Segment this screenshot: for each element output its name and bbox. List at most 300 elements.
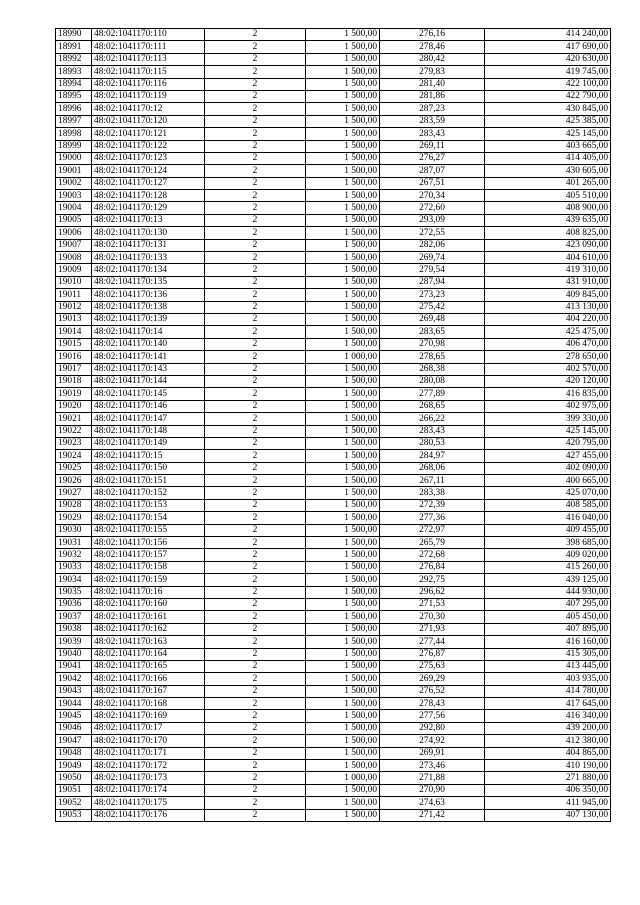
price-cell: 1 500,00 [306,735,380,747]
cadastral-number-cell: 48:02:1041170:133 [92,252,205,264]
table-row [56,685,611,697]
area-cell: 287,23 [380,103,485,115]
total-cell: 408 585,00 [485,499,611,511]
row-number-cell: 19018 [56,375,92,387]
table-row [56,574,611,586]
row-number-cell: 19005 [56,214,92,226]
total-cell: 431 910,00 [485,276,611,288]
table-row [56,363,611,375]
table-row [56,53,611,65]
price-cell: 1 500,00 [306,462,380,474]
cadastral-number-cell: 48:02:1041170:175 [92,797,205,809]
price-cell: 1 500,00 [306,623,380,635]
table-row [56,78,611,90]
quantity-cell: 2 [205,375,306,387]
quantity-cell: 2 [205,29,306,41]
area-cell: 293,09 [380,214,485,226]
table-row [56,276,611,288]
table-row [56,735,611,747]
quantity-cell: 2 [205,784,306,796]
area-cell: 277,56 [380,710,485,722]
area-cell: 272,39 [380,499,485,511]
price-cell: 1 500,00 [306,276,380,288]
cadastral-number-cell: 48:02:1041170:168 [92,698,205,710]
table-row [56,388,611,400]
area-cell: 266,22 [380,413,485,425]
price-cell: 1 500,00 [306,301,380,313]
area-cell: 272,55 [380,227,485,239]
quantity-cell: 2 [205,363,306,375]
row-number-cell: 19034 [56,574,92,586]
cadastral-number-cell: 48:02:1041170:170 [92,735,205,747]
price-cell: 1 500,00 [306,722,380,734]
area-cell: 269,74 [380,252,485,264]
price-cell: 1 500,00 [306,660,380,672]
table-row [56,611,611,623]
row-number-cell: 19051 [56,784,92,796]
row-number-cell: 19052 [56,797,92,809]
table-row [56,90,611,102]
quantity-cell: 2 [205,400,306,412]
cadastral-number-cell: 48:02:1041170:172 [92,760,205,772]
row-number-cell: 19025 [56,462,92,474]
table-row [56,66,611,78]
total-cell: 407 295,00 [485,598,611,610]
table-row [56,289,611,301]
row-number-cell: 18994 [56,78,92,90]
cadastral-number-cell: 48:02:1041170:17 [92,722,205,734]
table-row [56,561,611,573]
total-cell: 406 470,00 [485,338,611,350]
quantity-cell: 2 [205,152,306,164]
quantity-cell: 2 [205,115,306,127]
quantity-cell: 2 [205,128,306,140]
cadastral-number-cell: 48:02:1041170:154 [92,512,205,524]
table-row [56,140,611,152]
area-cell: 269,48 [380,313,485,325]
area-cell: 277,44 [380,636,485,648]
table-row [56,338,611,350]
area-cell: 270,90 [380,784,485,796]
total-cell: 407 130,00 [485,809,611,821]
quantity-cell: 2 [205,797,306,809]
price-cell: 1 500,00 [306,103,380,115]
cadastral-number-cell: 48:02:1041170:124 [92,165,205,177]
area-cell: 296,62 [380,586,485,598]
row-number-cell: 19032 [56,549,92,561]
price-cell: 1 500,00 [306,648,380,660]
cadastral-number-cell: 48:02:1041170:166 [92,673,205,685]
table-row [56,165,611,177]
total-cell: 402 090,00 [485,462,611,474]
cadastral-number-cell: 48:02:1041170:143 [92,363,205,375]
table-row [56,648,611,660]
cadastral-number-cell: 48:02:1041170:158 [92,561,205,573]
cadastral-number-cell: 48:02:1041170:127 [92,177,205,189]
cadastral-number-cell: 48:02:1041170:146 [92,400,205,412]
cadastral-number-cell: 48:02:1041170:138 [92,301,205,313]
price-cell: 1 500,00 [306,326,380,338]
price-cell: 1 500,00 [306,475,380,487]
cadastral-number-cell: 48:02:1041170:131 [92,239,205,251]
row-number-cell: 18999 [56,140,92,152]
area-cell: 270,30 [380,611,485,623]
row-number-cell: 19003 [56,190,92,202]
area-cell: 282,06 [380,239,485,251]
table-row [56,499,611,511]
row-number-cell: 19048 [56,747,92,759]
price-cell: 1 500,00 [306,673,380,685]
cadastral-number-cell: 48:02:1041170:176 [92,809,205,821]
table-row [56,636,611,648]
area-cell: 283,43 [380,128,485,140]
total-cell: 403 935,00 [485,673,611,685]
area-cell: 273,46 [380,760,485,772]
row-number-cell: 19015 [56,338,92,350]
price-cell: 1 500,00 [306,760,380,772]
quantity-cell: 2 [205,313,306,325]
quantity-cell: 2 [205,462,306,474]
cadastral-number-cell: 48:02:1041170:123 [92,152,205,164]
quantity-cell: 2 [205,252,306,264]
price-cell: 1 500,00 [306,128,380,140]
area-cell: 283,65 [380,326,485,338]
table-row [56,313,611,325]
total-cell: 404 865,00 [485,747,611,759]
row-number-cell: 19011 [56,289,92,301]
area-cell: 271,42 [380,809,485,821]
cadastral-number-cell: 48:02:1041170:167 [92,685,205,697]
total-cell: 399 330,00 [485,413,611,425]
quantity-cell: 2 [205,487,306,499]
table-row [56,227,611,239]
price-cell: 1 500,00 [306,797,380,809]
price-cell: 1 500,00 [306,400,380,412]
table-row [56,487,611,499]
quantity-cell: 2 [205,214,306,226]
price-cell: 1 500,00 [306,809,380,821]
area-cell: 268,65 [380,400,485,412]
total-cell: 271 880,00 [485,772,611,784]
total-cell: 420 795,00 [485,437,611,449]
price-cell: 1 500,00 [306,264,380,276]
row-number-cell: 18995 [56,90,92,102]
cadastral-number-cell: 48:02:1041170:14 [92,326,205,338]
total-cell: 413 445,00 [485,660,611,672]
area-cell: 278,65 [380,351,485,363]
row-number-cell: 19033 [56,561,92,573]
area-cell: 274,92 [380,735,485,747]
row-number-cell: 19022 [56,425,92,437]
area-cell: 271,53 [380,598,485,610]
quantity-cell: 2 [205,103,306,115]
cadastral-number-cell: 48:02:1041170:141 [92,351,205,363]
row-number-cell: 19043 [56,685,92,697]
table-row [56,760,611,772]
row-number-cell: 19024 [56,450,92,462]
total-cell: 413 130,00 [485,301,611,313]
total-cell: 404 220,00 [485,313,611,325]
quantity-cell: 2 [205,722,306,734]
row-number-cell: 19039 [56,636,92,648]
table-row [56,660,611,672]
total-cell: 398 685,00 [485,537,611,549]
table-row [56,400,611,412]
cadastral-number-cell: 48:02:1041170:136 [92,289,205,301]
quantity-cell: 2 [205,276,306,288]
total-cell: 405 450,00 [485,611,611,623]
row-number-cell: 19053 [56,809,92,821]
quantity-cell: 2 [205,90,306,102]
row-number-cell: 19027 [56,487,92,499]
area-cell: 276,87 [380,648,485,660]
cadastral-number-cell: 48:02:1041170:120 [92,115,205,127]
table-row [56,425,611,437]
total-cell: 427 455,00 [485,450,611,462]
row-number-cell: 19004 [56,202,92,214]
cadastral-number-cell: 48:02:1041170:165 [92,660,205,672]
row-number-cell: 18992 [56,53,92,65]
price-cell: 1 500,00 [306,375,380,387]
cadastral-number-cell: 48:02:1041170:145 [92,388,205,400]
cadastral-number-cell: 48:02:1041170:160 [92,598,205,610]
price-cell: 1 500,00 [306,561,380,573]
area-cell: 268,38 [380,363,485,375]
cadastral-number-cell: 48:02:1041170:128 [92,190,205,202]
price-cell: 1 500,00 [306,140,380,152]
quantity-cell: 2 [205,239,306,251]
area-cell: 276,16 [380,29,485,41]
cadastral-number-cell: 48:02:1041170:161 [92,611,205,623]
row-number-cell: 19010 [56,276,92,288]
price-cell: 1 500,00 [306,239,380,251]
quantity-cell: 2 [205,475,306,487]
area-cell: 276,84 [380,561,485,573]
quantity-cell: 2 [205,648,306,660]
row-number-cell: 19046 [56,722,92,734]
area-cell: 272,97 [380,524,485,536]
table-row [56,512,611,524]
total-cell: 425 145,00 [485,128,611,140]
quantity-cell: 2 [205,165,306,177]
price-cell: 1 000,00 [306,351,380,363]
price-cell: 1 500,00 [306,437,380,449]
price-cell: 1 500,00 [306,537,380,549]
row-number-cell: 18990 [56,29,92,41]
table-row [56,537,611,549]
total-cell: 425 385,00 [485,115,611,127]
row-number-cell: 19020 [56,400,92,412]
table-row [56,772,611,784]
price-cell: 1 500,00 [306,53,380,65]
table-row [56,747,611,759]
quantity-cell: 2 [205,772,306,784]
cadastral-number-cell: 48:02:1041170:152 [92,487,205,499]
quantity-cell: 2 [205,623,306,635]
price-cell: 1 500,00 [306,784,380,796]
row-number-cell: 19014 [56,326,92,338]
cadastral-number-cell: 48:02:1041170:111 [92,41,205,53]
table-row [56,710,611,722]
price-cell: 1 500,00 [306,313,380,325]
total-cell: 425 070,00 [485,487,611,499]
cadastral-number-cell: 48:02:1041170:171 [92,747,205,759]
price-cell: 1 500,00 [306,165,380,177]
row-number-cell: 19008 [56,252,92,264]
row-number-cell: 18993 [56,66,92,78]
total-cell: 417 690,00 [485,41,611,53]
quantity-cell: 2 [205,537,306,549]
area-cell: 272,68 [380,549,485,561]
table-row [56,413,611,425]
quantity-cell: 2 [205,177,306,189]
quantity-cell: 2 [205,698,306,710]
area-cell: 277,36 [380,512,485,524]
cadastral-number-cell: 48:02:1041170:13 [92,214,205,226]
total-cell: 423 090,00 [485,239,611,251]
quantity-cell: 2 [205,53,306,65]
total-cell: 416 160,00 [485,636,611,648]
row-number-cell: 19016 [56,351,92,363]
cadastral-number-cell: 48:02:1041170:130 [92,227,205,239]
total-cell: 425 145,00 [485,425,611,437]
cadastral-number-cell: 48:02:1041170:16 [92,586,205,598]
table-row [56,797,611,809]
table-row [56,190,611,202]
quantity-cell: 2 [205,611,306,623]
quantity-cell: 2 [205,636,306,648]
area-cell: 276,52 [380,685,485,697]
cadastral-number-cell: 48:02:1041170:155 [92,524,205,536]
price-cell: 1 500,00 [306,78,380,90]
quantity-cell: 2 [205,499,306,511]
price-cell: 1 500,00 [306,413,380,425]
cadastral-number-cell: 48:02:1041170:162 [92,623,205,635]
price-cell: 1 500,00 [306,202,380,214]
quantity-cell: 2 [205,549,306,561]
total-cell: 408 900,00 [485,202,611,214]
table-row [56,598,611,610]
row-number-cell: 18997 [56,115,92,127]
row-number-cell: 19050 [56,772,92,784]
area-cell: 270,98 [380,338,485,350]
row-number-cell: 18996 [56,103,92,115]
total-cell: 409 455,00 [485,524,611,536]
total-cell: 416 340,00 [485,710,611,722]
row-number-cell: 19035 [56,586,92,598]
cadastral-number-cell: 48:02:1041170:144 [92,375,205,387]
area-cell: 271,93 [380,623,485,635]
total-cell: 422 100,00 [485,78,611,90]
quantity-cell: 2 [205,660,306,672]
price-cell: 1 500,00 [306,685,380,697]
cadastral-number-cell: 48:02:1041170:151 [92,475,205,487]
quantity-cell: 2 [205,388,306,400]
table-row [56,722,611,734]
row-number-cell: 19012 [56,301,92,313]
total-cell: 439 125,00 [485,574,611,586]
table-row [56,152,611,164]
table-row [56,698,611,710]
table-row [56,450,611,462]
table-row [56,103,611,115]
table-row [56,623,611,635]
cadastral-number-cell: 48:02:1041170:140 [92,338,205,350]
total-cell: 439 635,00 [485,214,611,226]
cadastral-number-cell: 48:02:1041170:134 [92,264,205,276]
price-cell: 1 500,00 [306,66,380,78]
total-cell: 406 350,00 [485,784,611,796]
records-table-body [56,29,611,822]
total-cell: 409 845,00 [485,289,611,301]
table-row [56,326,611,338]
row-number-cell: 19002 [56,177,92,189]
row-number-cell: 19049 [56,760,92,772]
quantity-cell: 2 [205,598,306,610]
area-cell: 281,40 [380,78,485,90]
price-cell: 1 500,00 [306,177,380,189]
area-cell: 276,27 [380,152,485,164]
cadastral-number-cell: 48:02:1041170:110 [92,29,205,41]
area-cell: 287,07 [380,165,485,177]
area-cell: 267,51 [380,177,485,189]
row-number-cell: 18991 [56,41,92,53]
cadastral-number-cell: 48:02:1041170:174 [92,784,205,796]
total-cell: 400 665,00 [485,475,611,487]
area-cell: 292,80 [380,722,485,734]
cadastral-number-cell: 48:02:1041170:173 [92,772,205,784]
quantity-cell: 2 [205,747,306,759]
area-cell: 284,97 [380,450,485,462]
quantity-cell: 2 [205,425,306,437]
price-cell: 1 500,00 [306,611,380,623]
price-cell: 1 500,00 [306,338,380,350]
area-cell: 278,43 [380,698,485,710]
price-cell: 1 500,00 [306,289,380,301]
price-cell: 1 500,00 [306,636,380,648]
total-cell: 417 645,00 [485,698,611,710]
table-row [56,252,611,264]
area-cell: 278,46 [380,41,485,53]
area-cell: 272,60 [380,202,485,214]
quantity-cell: 2 [205,41,306,53]
cadastral-number-cell: 48:02:1041170:148 [92,425,205,437]
area-cell: 279,83 [380,66,485,78]
total-cell: 415 305,00 [485,648,611,660]
area-cell: 283,59 [380,115,485,127]
price-cell: 1 500,00 [306,549,380,561]
total-cell: 444 930,00 [485,586,611,598]
row-number-cell: 19045 [56,710,92,722]
table-row [56,549,611,561]
table-row [56,264,611,276]
total-cell: 430 845,00 [485,103,611,115]
area-cell: 273,23 [380,289,485,301]
area-cell: 274,63 [380,797,485,809]
area-cell: 283,38 [380,487,485,499]
cadastral-number-cell: 48:02:1041170:12 [92,103,205,115]
cadastral-number-cell: 48:02:1041170:119 [92,90,205,102]
quantity-cell: 2 [205,351,306,363]
cadastral-number-cell: 48:02:1041170:157 [92,549,205,561]
price-cell: 1 500,00 [306,214,380,226]
total-cell: 411 945,00 [485,797,611,809]
price-cell: 1 500,00 [306,524,380,536]
cadastral-number-cell: 48:02:1041170:115 [92,66,205,78]
total-cell: 414 405,00 [485,152,611,164]
table-row [56,41,611,53]
total-cell: 425 475,00 [485,326,611,338]
